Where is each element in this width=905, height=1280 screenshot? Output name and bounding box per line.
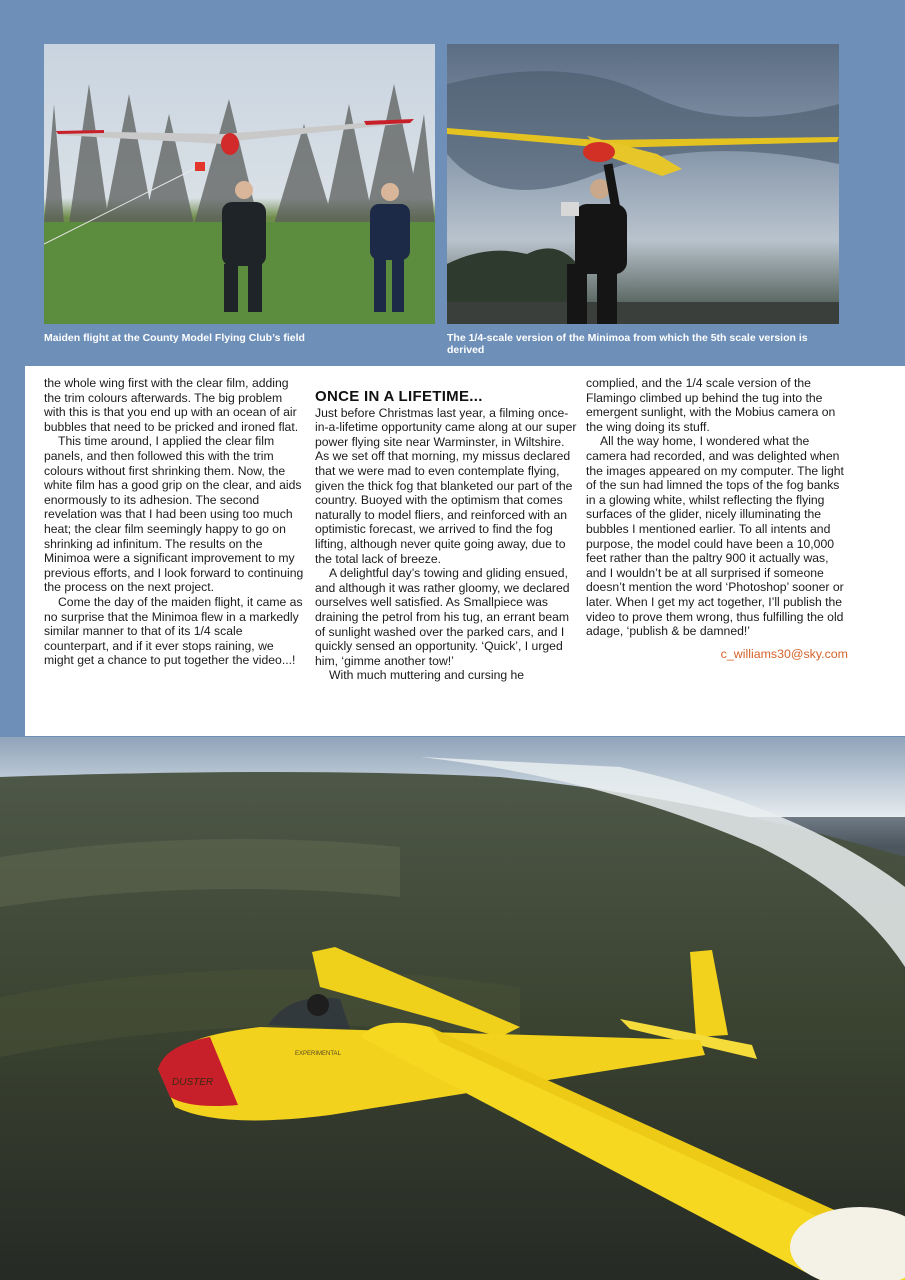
article-column-1 xyxy=(44,376,306,668)
paragraph: Just before Christmas last year, a filming once-in-a-lifetime opportunity came along at our super power flying site near Warminster, in Wiltshire. As we set off that morning, my missus declared that we were mad to even contemplate flying, given the thick fog that blanketed our part of the country. Buoyed with the optimism that comes naturally to model fliers, and reinforced with an optimistic forecast, we arrived to find the fog lifting, although never quite going away, due to the total lack of breeze. xyxy=(315,405,577,566)
paragraph: This time around, I applied the clear film panels, and then followed this with the trim colours without first shrinking them. Now, the white film has a good grip on the clear, and aids enormously to its adhesion. The second revelation was that I had been using too much heat; the clear film seemingly happy to go on shrinking ad infinitum. The results on the Minimoa were a significant improvement to my previous efforts, and I look forward to continuing the process on the next project. xyxy=(44,434,304,595)
paragraph: complied, and the 1/4 scale version of the Flamingo climbed up behind the tug into the emergent sunlight, with the Mobius camera on the wing doing its stuff. xyxy=(586,376,836,434)
quarter-scale-illustration xyxy=(447,44,839,324)
article-text-panel xyxy=(25,366,905,736)
author-email[interactable]: c_williams30@sky.com xyxy=(720,646,848,661)
maiden-flight-illustration xyxy=(44,44,435,324)
article-column-3 xyxy=(586,376,848,661)
glider-nose-text: DUSTER xyxy=(172,1077,214,1088)
article-column-2 xyxy=(315,376,577,683)
caption-maiden-flight: Maiden flight at the County Model Flying Club’s field xyxy=(44,332,305,344)
section-heading: ONCE IN A LIFETIME... xyxy=(315,388,483,405)
paragraph: All the way home, I wondered what the camera had recorded, and was delighted when the images appeared on my computer. The light of the sun had limned the tops of the fog banks in a glowing white, whilst reflecting the flying surfaces of the glider, nicely illuminating the bubbles I mentioned earlier. To all intents and purpose, the model could have been a 10,000 feet rather than the paltry 900 it actually was, and I wouldn’t be at all surprised if someone doesn’t mention the word ‘Photoshop’ sooner or later. When I get my act together, I’ll publish the video to prove them wrong, thus fulfilling the old adage, ‘publish & be damned!’ xyxy=(586,434,844,639)
caption-quarter-scale: The 1/4-scale version of the Minimoa from which the 5th scale version is derived xyxy=(447,332,808,356)
glider-side-text: EXPERIMENTAL xyxy=(295,1051,341,1057)
photo-maiden-flight xyxy=(44,44,435,324)
paragraph: A delightful day’s towing and gliding ensued, and although it was rather gloomy, we declared ourselves well satisfied. As Smallpiece was draining the petrol from his tug, an errant beam of sunlight washed over the parked cars, and I quickly sensed an opportunity. ‘Quick’, I urged him, ‘gimme another tow!’ xyxy=(315,566,570,668)
glider-above-fog-illustration xyxy=(0,737,905,1280)
photo-glider-above-fog xyxy=(0,737,905,1280)
paragraph: Come the day of the maiden flight, it came as no surprise that the Minimoa flew in a markedly similar manner to that of its 1/4 scale counterpart, and if it ever stops raining, we might get a chance to put together the video...! xyxy=(44,594,303,668)
paragraph: With much muttering and cursing he xyxy=(329,668,525,683)
photo-quarter-scale-minimoa xyxy=(447,44,839,324)
paragraph: the whole wing first with the clear film, adding the trim colours afterwards. The big problem with this is that you end up with an ocean of air bubbles that need to be pricked and ironed flat. xyxy=(44,376,299,434)
